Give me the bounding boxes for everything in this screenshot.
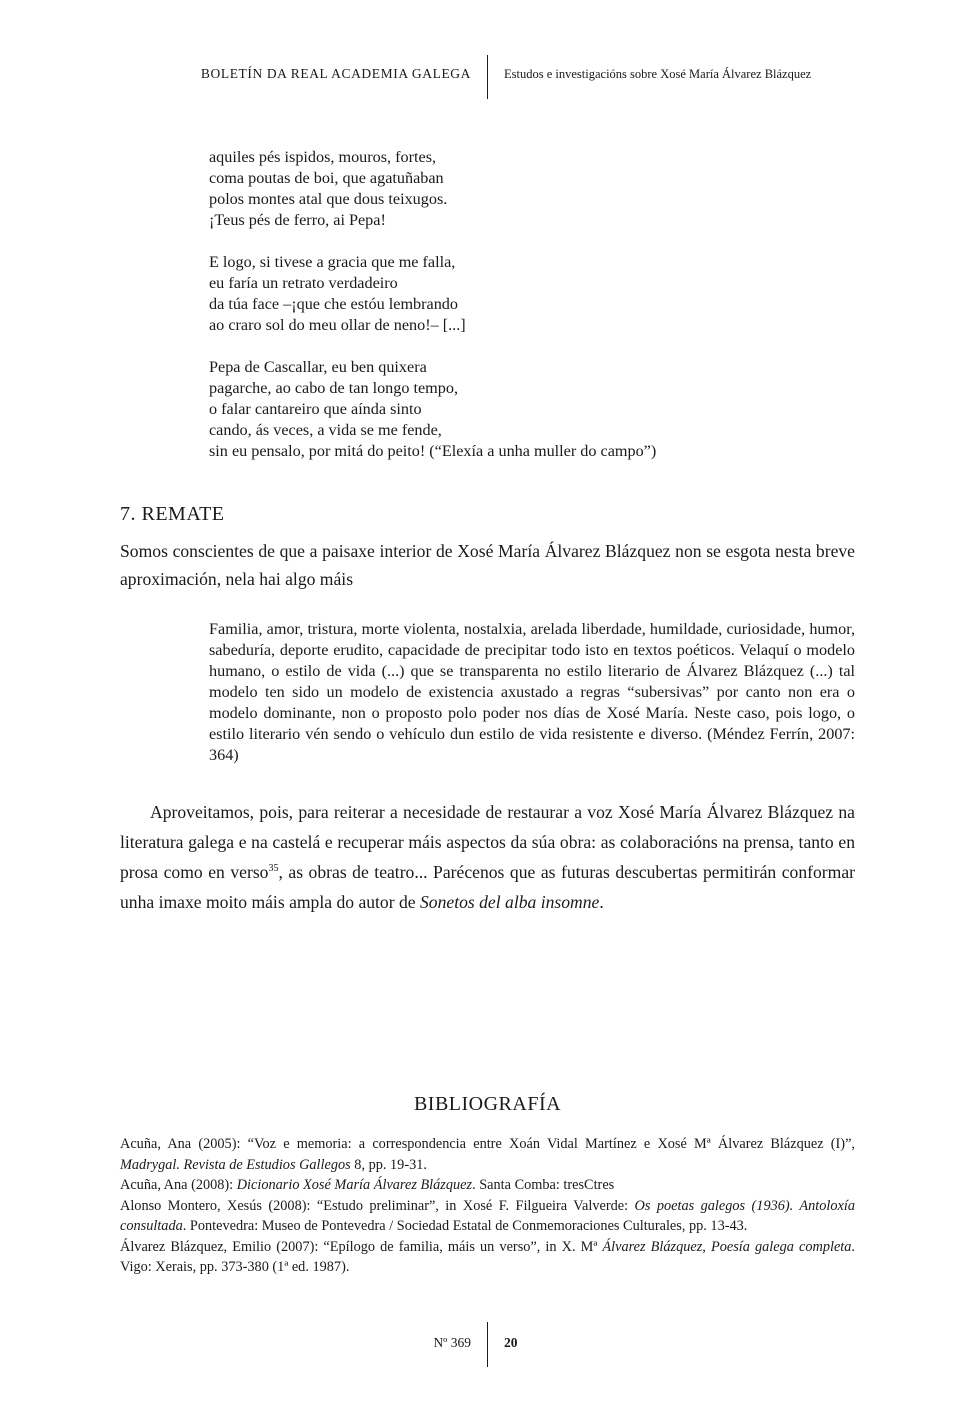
poem-line: E logo, si tivese a gracia que me falla,	[209, 253, 456, 271]
poem-line: o falar cantareiro que aínda sinto	[209, 400, 422, 418]
paragraph-text: .	[599, 892, 604, 912]
body-paragraph	[120, 797, 855, 917]
entry-text: . Santa Comba: tresCtres	[472, 1177, 615, 1193]
entry-text: . Vigo: Xerais, pp. 373-380 (1ª ed. 1987).	[120, 1238, 855, 1275]
entry-text: 8, pp. 19-31.	[350, 1156, 427, 1173]
entry-text: Acuña, Ana (2005): “Voz e memoria: a correspondencia entre Xoán Vidal Martínez e Xosé Mª Álvarez Blázquez (I)”,	[120, 1136, 855, 1152]
entry-title: Madrygal. Revista de Estudios Gallegos	[120, 1156, 351, 1173]
entry-text: Alonso Montero, Xesús (2008): “Estudo preliminar”, in Xosé F. Filgueira Valverde:	[120, 1197, 635, 1214]
paragraph-text: , as obras de teatro... Parécenos que as futuras descubertas permitirán conformar unha imaxe moito máis ampla do autor de	[120, 862, 856, 912]
entry-title: Os poetas galegos (1936). Antoloxía consultada	[120, 1197, 855, 1234]
header-divider	[487, 55, 488, 99]
bibliography-entry	[120, 1196, 855, 1237]
entry-text: Álvarez Blázquez, Emilio (2007): “Epílogo de familia, máis un verso”, in X. Mª	[120, 1238, 603, 1255]
entry-title: Dicionario Xosé María Álvarez Blázquez	[236, 1177, 473, 1193]
poem-line: ¡Teus pés de ferro, ai Pepa!	[209, 211, 386, 229]
entry-text: . Pontevedra: Museo de Pontevedra / Sociedad Estatal de Conmemoraciones Culturales, pp. 13-43.	[182, 1218, 748, 1234]
section-heading: 7. REMATE	[120, 503, 225, 525]
poem-line: da túa face –¡que che estóu lembrando	[209, 295, 458, 313]
page-number: 20	[504, 1335, 518, 1350]
poem-line: aquiles pés ispidos, mouros, fortes,	[209, 148, 437, 166]
footnote-ref[interactable]: 35	[268, 863, 279, 875]
poem-excerpt	[209, 147, 656, 483]
entry-title: Álvarez Blázquez, Poesía galega completa	[602, 1238, 852, 1255]
entry-text: Acuña, Ana (2008):	[120, 1177, 237, 1193]
poem-line: Pepa de Cascallar, eu ben quixera	[209, 358, 427, 376]
poem-line: eu faría un retrato verdadeiro	[209, 274, 398, 292]
poem-line: pagarche, ao cabo de tan longo tempo,	[209, 379, 459, 397]
journal-title: BOLETÍN DA REAL ACADEMIA GALEGA	[200, 66, 471, 81]
bibliography-list	[120, 1134, 855, 1278]
poem-stanza	[209, 147, 656, 231]
block-quote: Familia, amor, tristura, morte violenta, nostalxia, arelada liberdade, humildade, curiosidade, humor, sabeduría, deporte erudito, capacidade de precipitar todo isto en textos poéticos. Velaquí o modelo humano, o estilo de vida (...) que se transparenta no estilo literario de Álvarez Blázquez (...) tal modelo ten sido un modelo de existencia axustado a regras “subersivas” por canto non era o modelo dominante, non o proposto polo poder nos días de Xosé María. Neste caso, pois logo, o estilo literario vén sendo o vehículo dun estilo de vida resistente e diverso. (Méndez Ferrín, 2007: 364)	[209, 620, 855, 764]
bibliography-heading: BIBLIOGRAFÍA	[413, 1093, 562, 1115]
book-title: Sonetos del alba insomne	[420, 892, 600, 912]
poem-stanza	[209, 357, 656, 462]
paragraph-text: Aproveitamos, pois, para reiterar a necesidade de restaurar a voz Xosé María Álvarez Blázquez na literatura galega e na castelá e recuperar máis aspectos da súa obra: as colaboracións na prensa, tanto en prosa como en verso	[120, 802, 855, 882]
bibliography-entry	[120, 1237, 855, 1278]
poem-line: coma poutas de boi, que agatuñaban	[209, 169, 444, 187]
poem-line: ao craro sol do meu ollar de neno!– [...]	[209, 316, 466, 334]
bibliography-entry	[120, 1175, 855, 1196]
intro-paragraph: Somos conscientes de que a paisaxe interior de Xosé María Álvarez Blázquez non se esgota nesta breve aproximación, nela hai algo máis	[120, 541, 855, 589]
poem-line: sin eu pensalo, por mitá do peito! (“Elexía a unha muller do campo”)	[209, 442, 657, 460]
poem-stanza	[209, 252, 656, 336]
issue-number: Nº 369	[433, 1335, 471, 1350]
footer-divider	[487, 1322, 488, 1367]
poem-line: polos montes atal que dous teixugos.	[209, 190, 448, 208]
poem-line: cando, ás veces, a vida se me fende,	[209, 421, 442, 439]
bibliography-entry	[120, 1134, 855, 1175]
section-title: Estudos e investigacións sobre Xosé María Álvarez Blázquez	[504, 67, 812, 81]
